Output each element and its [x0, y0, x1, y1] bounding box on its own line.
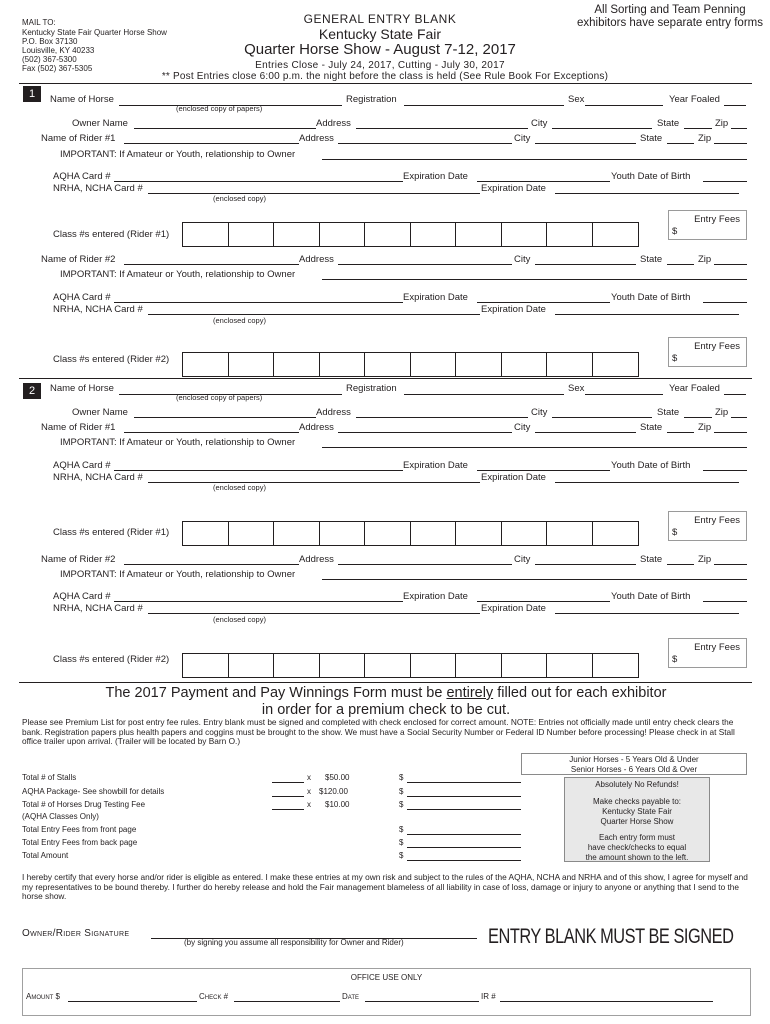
- class-box[interactable]: [320, 654, 366, 677]
- year-foaled-label: Year Foaled: [669, 94, 720, 105]
- class-boxes-rider-1[interactable]: [182, 521, 639, 546]
- section-divider: [19, 378, 752, 379]
- rider-2-name-label: Name of Rider #2: [41, 254, 116, 265]
- rider-2-name-field[interactable]: [124, 564, 299, 565]
- address-label: Address: [316, 118, 351, 129]
- registration-label: Registration: [346, 94, 397, 105]
- owner-address-field[interactable]: [356, 417, 528, 418]
- back-page-fees-label: Total Entry Fees from back page: [22, 838, 138, 847]
- rider-1-aqha-card-field[interactable]: [114, 470, 403, 471]
- office-use-title: OFFICE USE ONLY: [350, 973, 423, 982]
- class-box[interactable]: [547, 353, 593, 376]
- rider-2-city-field[interactable]: [535, 564, 636, 565]
- dollar-sign: $: [672, 353, 678, 364]
- entry-fees-box[interactable]: [668, 511, 747, 541]
- class-box[interactable]: [183, 353, 229, 376]
- rider-2-aqha-expiration-field[interactable]: [477, 302, 610, 303]
- rider-1-relationship-field[interactable]: [322, 447, 747, 448]
- city-label: City: [514, 254, 531, 265]
- name-of-horse-label: Name of Horse: [50, 383, 114, 394]
- class-box[interactable]: [411, 654, 457, 677]
- rider-1-name-label: Name of Rider #1: [41, 133, 116, 144]
- class-box[interactable]: [502, 223, 548, 246]
- class-box[interactable]: [547, 522, 593, 545]
- aqha-classes-only-note: (AQHA Classes Only): [22, 812, 99, 821]
- drug-testing-label: Total # of Horses Drug Testing Fee: [22, 800, 146, 809]
- address-label: Address: [299, 254, 334, 265]
- drug-testing-price: $10.00: [325, 800, 350, 809]
- owner-zip-field[interactable]: [731, 128, 747, 129]
- rider-2-city-field[interactable]: [535, 264, 636, 265]
- address-label: Address: [299, 422, 334, 433]
- class-boxes-rider-1[interactable]: [182, 222, 639, 247]
- class-box[interactable]: [274, 654, 320, 677]
- address-label: Address: [316, 407, 351, 418]
- rider-2-nrha-expiration-field[interactable]: [555, 613, 739, 614]
- state-label: State: [640, 254, 663, 265]
- expiration-date-label: Expiration Date: [403, 292, 468, 303]
- rider-1-youth-dob-field[interactable]: [703, 181, 747, 182]
- class-box[interactable]: [593, 522, 639, 545]
- payment-heading-line2: in order for a premium check to be cut.: [261, 702, 511, 718]
- must-be-signed-warning: ENTRY BLANK MUST BE SIGNED: [488, 925, 734, 948]
- enclosed-copy-note: (enclosed copy): [213, 194, 266, 203]
- address-line: Fax (502) 367-5305: [22, 64, 93, 73]
- rider-2-relationship-field[interactable]: [322, 579, 747, 580]
- front-page-fees-field[interactable]: [407, 834, 521, 835]
- entry-fees-label: Entry Fees: [694, 642, 740, 653]
- multiply-sign: x: [307, 773, 311, 782]
- expiration-date-label: Expiration Date: [403, 591, 468, 602]
- check-label: Check #: [199, 992, 229, 1001]
- rider-2-nrha-card-field[interactable]: [148, 314, 480, 315]
- rider-1-address-field[interactable]: [338, 143, 512, 144]
- rider-1-state-field[interactable]: [667, 432, 694, 433]
- dollar-sign: $: [672, 527, 678, 538]
- aqha-card-label: AQHA Card #: [53, 591, 111, 602]
- rider-2-aqha-expiration-field[interactable]: [477, 601, 610, 602]
- back-page-fees-field[interactable]: [407, 847, 521, 848]
- class-rider-1-label: Class #s entered (Rider #1): [53, 527, 170, 538]
- aqha-package-label: AQHA Package- See showbill for details: [22, 787, 165, 796]
- owner-state-field[interactable]: [684, 128, 712, 129]
- stalls-total-field[interactable]: [407, 782, 521, 783]
- address-label: Address: [299, 133, 334, 144]
- rider-1-youth-dob-field[interactable]: [703, 470, 747, 471]
- class-box[interactable]: [365, 522, 411, 545]
- certification-text: I hereby certify that every horse and/or rider is eligible as entered. I make these entries at my own risk and subject to the rules of the AQHA, NCHA and NRHA and of this show, I agree for myself and my representatives to be bound thereby. I further do hereby release and hold the Fair management blameless of all liability in case of loss, damage or injury to anyone or anything that I send to the horse show.: [22, 872, 748, 901]
- enclosed-copy-note: (enclosed copy): [213, 316, 266, 325]
- payee-name-line: Kentucky State Fair: [602, 807, 672, 816]
- class-box[interactable]: [365, 654, 411, 677]
- multiply-sign: x: [307, 800, 311, 809]
- payment-heading: [30, 685, 742, 701]
- rider-1-city-field[interactable]: [535, 432, 636, 433]
- class-box[interactable]: [411, 522, 457, 545]
- class-box[interactable]: [229, 654, 275, 677]
- office-check-field[interactable]: [234, 1001, 340, 1002]
- address-line: (502) 367-5300: [22, 55, 77, 64]
- senior-horses-note: Senior Horses - 6 Years Old & Over: [570, 765, 698, 774]
- city-label: City: [531, 407, 548, 418]
- class-box[interactable]: [365, 353, 411, 376]
- address-line: Louisville, KY 40233: [22, 46, 95, 55]
- nrha-card-label: NRHA, NCHA Card #: [53, 183, 143, 194]
- office-ir-field[interactable]: [500, 1001, 713, 1002]
- multiply-sign: x: [307, 787, 311, 796]
- entry-fees-box[interactable]: [668, 337, 747, 367]
- owner-name-field[interactable]: [134, 128, 316, 129]
- class-box[interactable]: [456, 654, 502, 677]
- fair-name: Kentucky State Fair: [318, 26, 442, 42]
- front-page-fees-label: Total Entry Fees from front page: [22, 825, 137, 834]
- rider-1-aqha-card-field[interactable]: [114, 181, 403, 182]
- owner-zip-field[interactable]: [731, 417, 747, 418]
- rider-1-state-field[interactable]: [667, 143, 694, 144]
- aqha-card-label: AQHA Card #: [53, 292, 111, 303]
- class-box[interactable]: [411, 223, 457, 246]
- class-box[interactable]: [183, 654, 229, 677]
- entry-fees-box[interactable]: [668, 638, 747, 668]
- year-foaled-label: Year Foaled: [669, 383, 720, 394]
- age-classification-box: [521, 753, 747, 775]
- expiration-date-label: Expiration Date: [403, 171, 468, 182]
- rider-1-nrha-expiration-field[interactable]: [555, 193, 739, 194]
- ir-label: IR #: [481, 992, 496, 1001]
- owner-state-field[interactable]: [684, 417, 712, 418]
- dollar-sign: $: [399, 800, 404, 809]
- owner-name-label: Owner Name: [72, 118, 128, 129]
- signature-label: Owner/Rider Signature: [22, 928, 130, 939]
- rider-2-youth-dob-field[interactable]: [703, 302, 747, 303]
- youth-dob-label: Youth Date of Birth: [611, 591, 691, 602]
- class-box[interactable]: [320, 353, 366, 376]
- youth-dob-label: Youth Date of Birth: [611, 292, 691, 303]
- payment-heading-text: The 2017 Payment and Pay Winnings Form must be: [105, 685, 447, 701]
- total-amount-label: Total Amount: [22, 851, 69, 860]
- nrha-card-label: NRHA, NCHA Card #: [53, 472, 143, 483]
- entry-fees-label: Entry Fees: [694, 341, 740, 352]
- class-box[interactable]: [593, 654, 639, 677]
- registration-field[interactable]: [404, 394, 564, 395]
- sex-field[interactable]: [585, 394, 663, 395]
- check-requirement-line: Each entry form must: [598, 833, 676, 842]
- expiration-date-label: Expiration Date: [481, 304, 546, 315]
- office-date-field[interactable]: [365, 1001, 479, 1002]
- city-label: City: [514, 422, 531, 433]
- class-rider-2-label: Class #s entered (Rider #2): [53, 354, 170, 365]
- dollar-sign: $: [672, 226, 678, 237]
- registration-field[interactable]: [404, 105, 564, 106]
- class-box[interactable]: [320, 223, 366, 246]
- class-box[interactable]: [229, 522, 275, 545]
- class-box[interactable]: [274, 522, 320, 545]
- class-rider-2-label: Class #s entered (Rider #2): [53, 654, 170, 665]
- rider-2-relationship-field[interactable]: [322, 279, 747, 280]
- amount-label: Amount $: [26, 992, 61, 1001]
- registration-label: Registration: [346, 383, 397, 394]
- zip-label: Zip: [698, 554, 712, 565]
- expiration-date-label: Expiration Date: [481, 183, 546, 194]
- rider-2-name-field[interactable]: [124, 264, 299, 265]
- rider-2-address-field[interactable]: [338, 564, 512, 565]
- date-label: Date: [342, 992, 360, 1001]
- youth-dob-label: Youth Date of Birth: [611, 460, 691, 471]
- enclosed-papers-note: (enclosed copy of papers): [176, 393, 263, 402]
- section-number: 2: [23, 383, 41, 399]
- year-foaled-field[interactable]: [724, 394, 746, 395]
- entries-close: Entries Close - July 24, 2017, Cutting - July 30, 2017: [255, 60, 505, 71]
- address-line: P.O. Box 37130: [22, 37, 78, 46]
- class-boxes-rider-2[interactable]: [182, 653, 639, 678]
- rider-1-zip-field[interactable]: [714, 432, 747, 433]
- class-box[interactable]: [229, 223, 275, 246]
- rider-2-aqha-card-field[interactable]: [114, 601, 403, 602]
- show-title: Quarter Horse Show - August 7-12, 2017: [244, 41, 516, 58]
- mail-to-label: MAIL TO:: [22, 18, 56, 27]
- aqha-package-qty-field[interactable]: [272, 796, 304, 797]
- entry-fees-label: Entry Fees: [694, 515, 740, 526]
- dollar-sign: $: [399, 773, 404, 782]
- payment-heading-emphasis: entirely: [446, 685, 494, 701]
- zip-label: Zip: [715, 118, 729, 129]
- state-label: State: [657, 407, 680, 418]
- rider-1-city-field[interactable]: [535, 143, 636, 144]
- stalls-price: $50.00: [325, 773, 350, 782]
- entry-fees-label: Entry Fees: [694, 214, 740, 225]
- class-box[interactable]: [183, 522, 229, 545]
- state-label: State: [640, 133, 663, 144]
- header-divider: [19, 83, 752, 84]
- sex-label: Sex: [568, 383, 585, 394]
- expiration-date-label: Expiration Date: [481, 603, 546, 614]
- aqha-card-label: AQHA Card #: [53, 171, 111, 182]
- class-rider-1-label: Class #s entered (Rider #1): [53, 229, 170, 240]
- separate-forms-note: All Sorting and Team Penning exhibitors have separate entry forms: [576, 4, 763, 29]
- sex-field[interactable]: [585, 105, 663, 106]
- owner-name-field[interactable]: [134, 417, 316, 418]
- rider-1-aqha-expiration-field[interactable]: [477, 181, 610, 182]
- rider-1-address-field[interactable]: [338, 432, 512, 433]
- sex-label: Sex: [568, 94, 585, 105]
- class-box[interactable]: [456, 353, 502, 376]
- aqha-card-label: AQHA Card #: [53, 460, 111, 471]
- class-box[interactable]: [274, 353, 320, 376]
- rider-2-state-field[interactable]: [667, 264, 694, 265]
- owner-name-label: Owner Name: [72, 407, 128, 418]
- class-box[interactable]: [593, 223, 639, 246]
- rider-1-nrha-card-field[interactable]: [148, 193, 480, 194]
- rider-1-name-field[interactable]: [124, 143, 299, 144]
- entry-fees-box[interactable]: [668, 210, 747, 240]
- rider-2-zip-field[interactable]: [714, 564, 747, 565]
- payee-name-line: Quarter Horse Show: [600, 817, 674, 826]
- important-relationship-label: IMPORTANT: If Amateur or Youth, relationship to Owner: [60, 437, 296, 448]
- nrha-card-label: NRHA, NCHA Card #: [53, 603, 143, 614]
- address-label: Address: [299, 554, 334, 565]
- rider-2-youth-dob-field[interactable]: [703, 601, 747, 602]
- address-line: Kentucky State Fair Quarter Horse Show: [22, 28, 167, 37]
- aqha-package-price: $120.00: [319, 787, 348, 796]
- name-of-horse-label: Name of Horse: [50, 94, 114, 105]
- form-title: GENERAL ENTRY BLANK: [303, 12, 457, 26]
- class-box[interactable]: [456, 223, 502, 246]
- rider-2-address-field[interactable]: [338, 264, 512, 265]
- class-box[interactable]: [593, 353, 639, 376]
- dollar-sign: $: [399, 787, 404, 796]
- class-box[interactable]: [274, 223, 320, 246]
- zip-label: Zip: [698, 254, 712, 265]
- check-requirement-line: the amount shown to the left.: [585, 853, 689, 862]
- rider-2-nrha-card-field[interactable]: [148, 613, 480, 614]
- class-box[interactable]: [320, 522, 366, 545]
- owner-address-field[interactable]: [356, 128, 528, 129]
- dollar-sign: $: [399, 838, 404, 847]
- rider-1-aqha-expiration-field[interactable]: [477, 470, 610, 471]
- class-box[interactable]: [502, 654, 548, 677]
- enclosed-copy-note: (enclosed copy): [213, 615, 266, 624]
- rider-1-nrha-card-field[interactable]: [148, 482, 480, 483]
- section-number: 1: [23, 86, 41, 102]
- rider-2-name-label: Name of Rider #2: [41, 554, 116, 565]
- state-label: State: [640, 554, 663, 565]
- no-refunds-note: Absolutely No Refunds!: [595, 780, 679, 789]
- mailing-address: [22, 28, 167, 73]
- post-entries-note: ** Post Entries close 6:00 p.m. the night before the class is held (See Rule Book For Exceptions): [161, 71, 609, 82]
- stalls-qty-field[interactable]: [272, 782, 304, 783]
- rider-2-zip-field[interactable]: [714, 264, 747, 265]
- check-requirement-line: have check/checks to equal: [587, 843, 687, 852]
- enclosed-papers-note: (enclosed copy of papers): [176, 104, 263, 113]
- checks-payable-note: Make checks payable to:: [592, 797, 682, 806]
- total-amount-field[interactable]: [407, 860, 521, 861]
- rider-2-aqha-card-field[interactable]: [114, 302, 403, 303]
- year-foaled-field[interactable]: [724, 105, 746, 106]
- class-box[interactable]: [365, 223, 411, 246]
- rider-1-name-label: Name of Rider #1: [41, 422, 116, 433]
- class-box[interactable]: [183, 223, 229, 246]
- section-divider: [19, 682, 752, 683]
- class-box[interactable]: [502, 522, 548, 545]
- class-boxes-rider-2[interactable]: [182, 352, 639, 377]
- rider-1-nrha-expiration-field[interactable]: [555, 482, 739, 483]
- owner-city-field[interactable]: [552, 128, 652, 129]
- expiration-date-label: Expiration Date: [481, 472, 546, 483]
- state-label: State: [640, 422, 663, 433]
- zip-label: Zip: [698, 422, 712, 433]
- important-relationship-label: IMPORTANT: If Amateur or Youth, relationship to Owner: [60, 269, 296, 280]
- city-label: City: [514, 133, 531, 144]
- drug-testing-qty-field[interactable]: [272, 809, 304, 810]
- zip-label: Zip: [698, 133, 712, 144]
- enclosed-copy-note: (enclosed copy): [213, 483, 266, 492]
- payment-info-box: [564, 777, 710, 862]
- important-relationship-label: IMPORTANT: If Amateur or Youth, relationship to Owner: [60, 149, 296, 160]
- rider-1-zip-field[interactable]: [714, 143, 747, 144]
- dollar-sign: $: [672, 654, 678, 665]
- class-box[interactable]: [456, 522, 502, 545]
- rider-1-name-field[interactable]: [124, 432, 299, 433]
- dollar-sign: $: [399, 851, 404, 860]
- class-box[interactable]: [547, 223, 593, 246]
- expiration-date-label: Expiration Date: [403, 460, 468, 471]
- office-amount-field[interactable]: [68, 1001, 197, 1002]
- payment-instructions: Please see Premium List for post entry fee rules. Entry blank must be signed and completed with check enclosed for correct amount. NOTE: Entries not officially made until entry check clears the bank. Registration papers plus health papers and coggins must be brought to the show. We must have a Social Security Number or Federal ID Number before processing! Please check in at Stall office trailer upon arrival. (Trailer will be located by Barn O.): [22, 717, 735, 746]
- youth-dob-label: Youth Date of Birth: [611, 171, 691, 182]
- rider-2-state-field[interactable]: [667, 564, 694, 565]
- city-label: City: [514, 554, 531, 565]
- owner-city-field[interactable]: [552, 417, 652, 418]
- state-label: State: [657, 118, 680, 129]
- payment-heading-text: filled out for each exhibitor: [493, 685, 667, 701]
- signature-note: (by signing you assume all responsibility for Owner and Rider): [184, 938, 404, 947]
- class-box[interactable]: [502, 353, 548, 376]
- city-label: City: [531, 118, 548, 129]
- class-box[interactable]: [229, 353, 275, 376]
- junior-horses-note: Junior Horses - 5 Years Old & Under: [569, 755, 699, 764]
- rider-2-nrha-expiration-field[interactable]: [555, 314, 739, 315]
- aqha-package-total-field[interactable]: [407, 796, 521, 797]
- nrha-card-label: NRHA, NCHA Card #: [53, 304, 143, 315]
- important-relationship-label: IMPORTANT: If Amateur or Youth, relationship to Owner: [60, 569, 296, 580]
- dollar-sign: $: [399, 825, 404, 834]
- class-box[interactable]: [547, 654, 593, 677]
- class-box[interactable]: [411, 353, 457, 376]
- zip-label: Zip: [715, 407, 729, 418]
- stalls-label: Total # of Stalls: [22, 773, 77, 782]
- rider-1-relationship-field[interactable]: [322, 159, 747, 160]
- drug-testing-total-field[interactable]: [407, 809, 521, 810]
